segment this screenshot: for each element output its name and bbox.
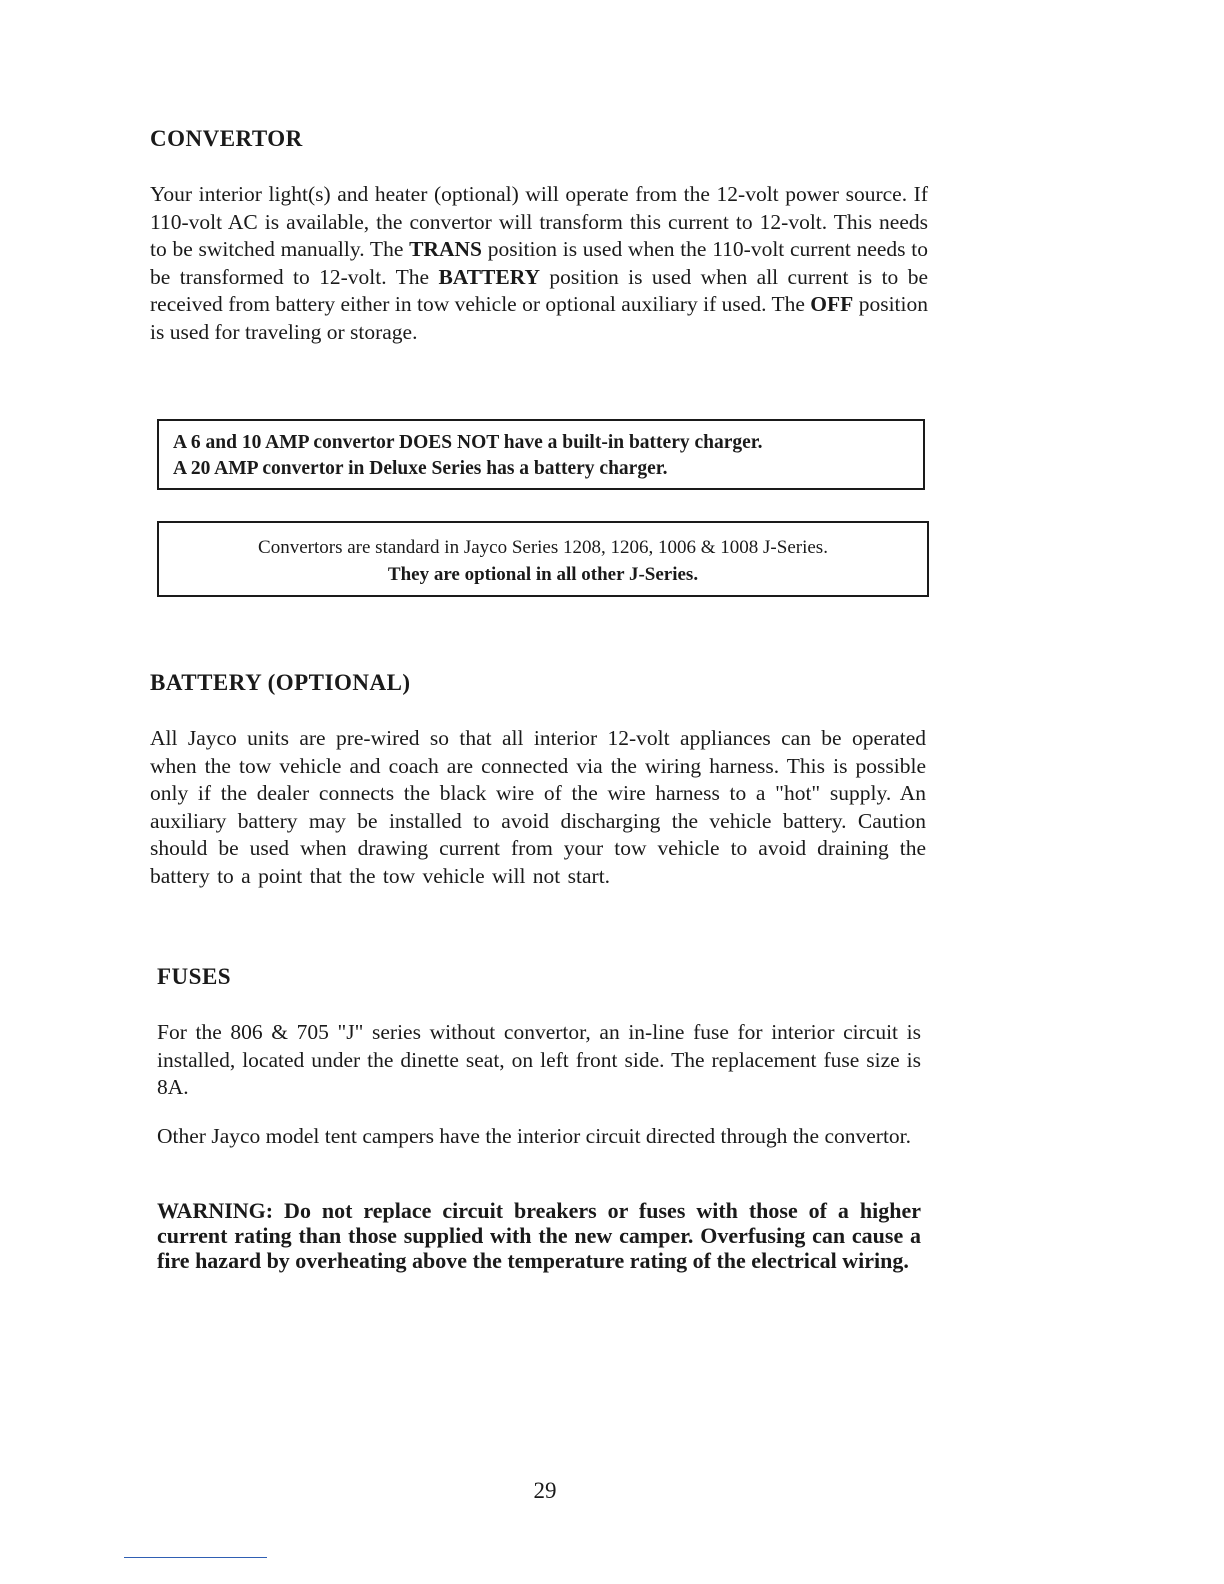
charger-notice-box	[157, 419, 925, 490]
fuses-paragraph-2: Other Jayco model tent campers have the interior circuit directed through the convertor.	[157, 1124, 912, 1148]
battery-heading: BATTERY (OPTIONAL)	[150, 670, 411, 695]
series-notice-box	[157, 521, 929, 597]
trans-label: TRANS	[409, 237, 482, 261]
off-text: position is used for traveling or storage.	[150, 292, 928, 344]
footer-rule	[124, 1557, 267, 1558]
convertor-intro-text: Your interior light(s) and heater (optional) will operate from the 12-volt power source. If 110-volt AC is available, the convertor will transform this current to 12-volt. This needs to be switched manually. The	[150, 182, 928, 261]
charger-notice-line-1: A 6 and 10 AMP convertor DOES NOT have a built-in battery charger.	[173, 432, 763, 453]
fuses-paragraph-1: For the 806 & 705 "J" series without convertor, an in-line fuse for interior circuit is installed, located under the dinette seat, on left front side. The replacement fuse size is 8A.	[157, 1020, 921, 1099]
fuses-heading: FUSES	[157, 964, 232, 989]
battery-text: position is used when all current is to be received from battery either in tow vehicle or optional auxiliary if used. The	[150, 264, 928, 316]
battery-label: BATTERY	[438, 264, 541, 289]
warning-paragraph: WARNING: Do not replace circuit breakers or fuses with those of a higher current rating than those supplied with the new camper. Overfusing can cause a fire hazard by overheating above the temperature rating of the electrical wiring.	[157, 1198, 921, 1273]
convertor-paragraph	[150, 181, 928, 346]
page-number: 29	[533, 1478, 557, 1503]
battery-paragraph: All Jayco units are pre-wired so that all interior 12-volt appliances can be operated when the tow vehicle and coach are connected via the wiring harness. This is possible only if the dealer connects the black wire of the wire harness to a "hot" supply. An auxiliary battery may be installed to avoid discharging the vehicle battery. Caution should be used when drawing current from your tow vehicle to avoid draining the battery to a point that the tow vehicle will not start.	[150, 726, 926, 888]
charger-notice-line-2: A 20 AMP convertor in Deluxe Series has a battery charger.	[173, 458, 668, 479]
series-notice-line-2: They are optional in all other J-Series.	[387, 564, 699, 585]
off-label: OFF	[810, 292, 854, 316]
trans-text: position is used when the 110-volt current needs to be transformed to 12-volt. The	[150, 237, 928, 289]
convertor-heading: CONVERTOR	[150, 126, 303, 151]
series-notice-line-1: Convertors are standard in Jayco Series 1208, 1206, 1006 & 1008 J-Series.	[258, 537, 828, 558]
